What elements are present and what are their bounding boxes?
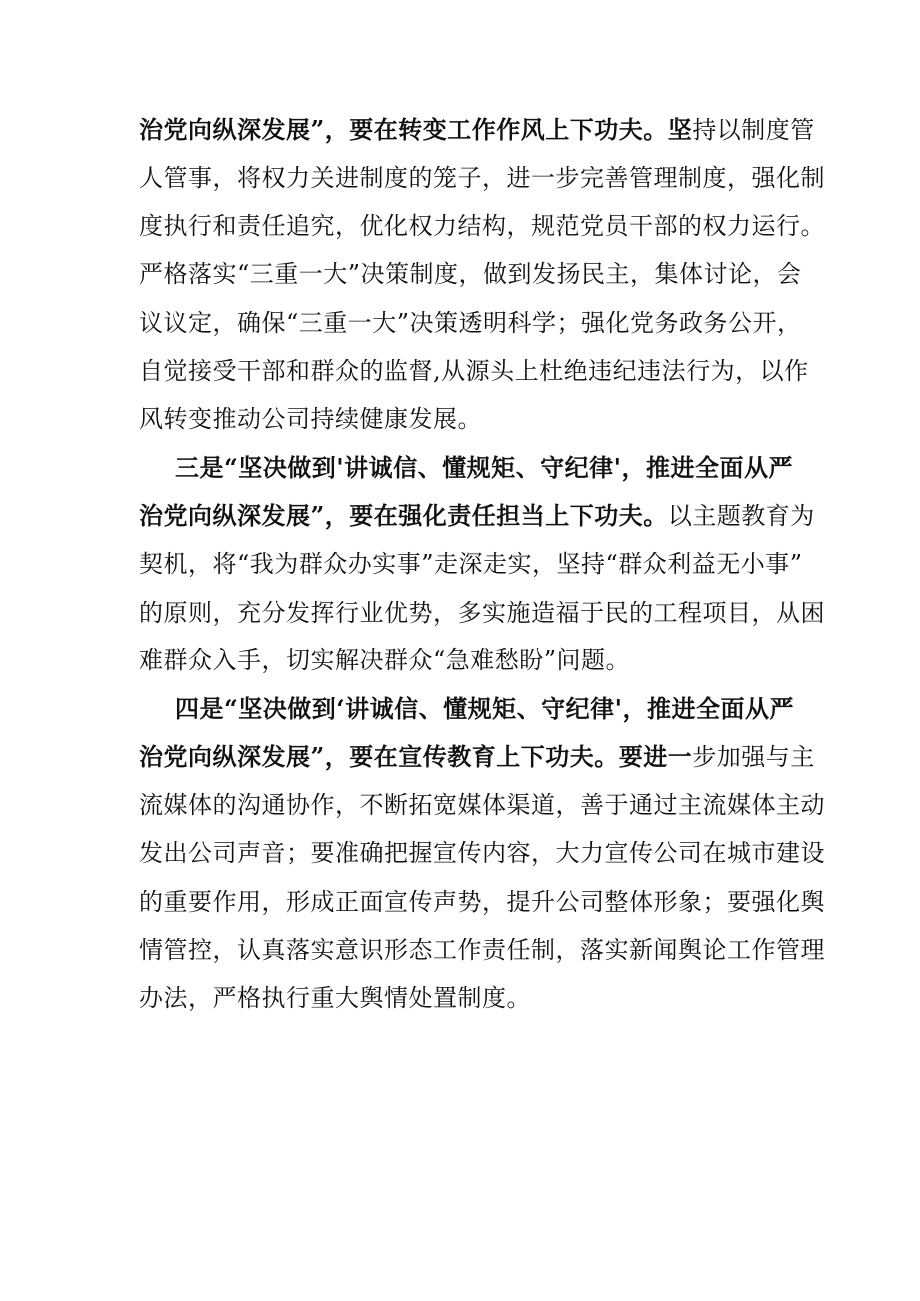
- text-line: [139, 257, 802, 291]
- text-line: [139, 596, 825, 630]
- body-text: 严格落实“三重一大”决策制度，做到发扬民主，集体讨论，会: [139, 260, 802, 288]
- body-text: 的重要作用，形成正面宣传声势，提升公司整体形象；要强化舆: [139, 888, 825, 916]
- body-text: 难群众入手，切实解决群众“急难愁盼”问题。: [139, 646, 631, 674]
- text-line: [139, 113, 815, 147]
- body-text: 度执行和责任追究，优化权力结构，规范党员干部的权力运行。: [139, 212, 825, 240]
- body-text: 的原则，充分发挥行业优势，多实施造福于民的工程项目，从困: [139, 599, 825, 627]
- bold-text: 四是“坚决做到‘讲诚信、懂规矩、守纪律'，推进全面从严: [175, 694, 795, 723]
- body-text: 议议定，确保“三重一大”决策透明科学；强化党务政务公开，: [139, 309, 802, 337]
- bold-text: 治党向纵深发展”，要在转变工作作风上下功夫。坚: [139, 115, 693, 144]
- body-text: 办法，严格执行重大舆情处置制度。: [139, 984, 531, 1012]
- text-line: [139, 885, 825, 919]
- body-text: 人管事，将权力关进制度的笼子，进一步完善管理制度，强化制: [139, 164, 825, 192]
- text-line: [139, 161, 825, 195]
- body-text: 情管控，认真落实意识形态工作责任制，落实新闻舆论工作管理: [139, 936, 825, 964]
- text-line: [139, 354, 809, 388]
- paragraph-heading-line: [175, 451, 793, 485]
- text-line: [139, 209, 825, 243]
- body-text: 以主题教育为: [667, 502, 815, 530]
- paragraph-heading-line: [175, 692, 794, 726]
- text-line: [139, 740, 815, 774]
- text-line: [139, 981, 531, 1015]
- text-line: [139, 788, 825, 822]
- bold-text: 三是“坚决做到'讲诚信、懂规矩、守纪律'，推进全面从严: [175, 453, 793, 482]
- text-line: [139, 933, 825, 967]
- text-line: [139, 402, 482, 436]
- bold-text: 治党向纵深发展”，要在宣传教育上下功夫。要进一: [139, 742, 693, 771]
- text-line: [139, 306, 802, 340]
- text-line: [139, 499, 815, 533]
- body-text: 步加强与主: [692, 743, 815, 771]
- body-text: 流媒体的沟通协作，不断拓宽媒体渠道，善于通过主流媒体主动: [139, 791, 825, 819]
- text-line: [139, 836, 825, 870]
- bold-text: 治党向纵深发展”，要在强化责任担当上下功夫。: [139, 501, 668, 530]
- body-text: 持以制度管: [692, 116, 815, 144]
- body-text: 契机，将“我为群众办实事”走深走实，坚持“群众利益无小事”: [139, 550, 803, 578]
- text-line: [139, 643, 630, 677]
- body-text: 自觉接受干部和群众的监督,从源头上杜绝违纪违法行为，以作: [139, 357, 809, 385]
- body-text: 风转变推动公司持续健康发展。: [139, 405, 482, 433]
- body-text: 发出公司声音；要准确把握宣传内容，大力宣传公司在城市建设: [139, 839, 825, 867]
- text-line: [139, 547, 803, 581]
